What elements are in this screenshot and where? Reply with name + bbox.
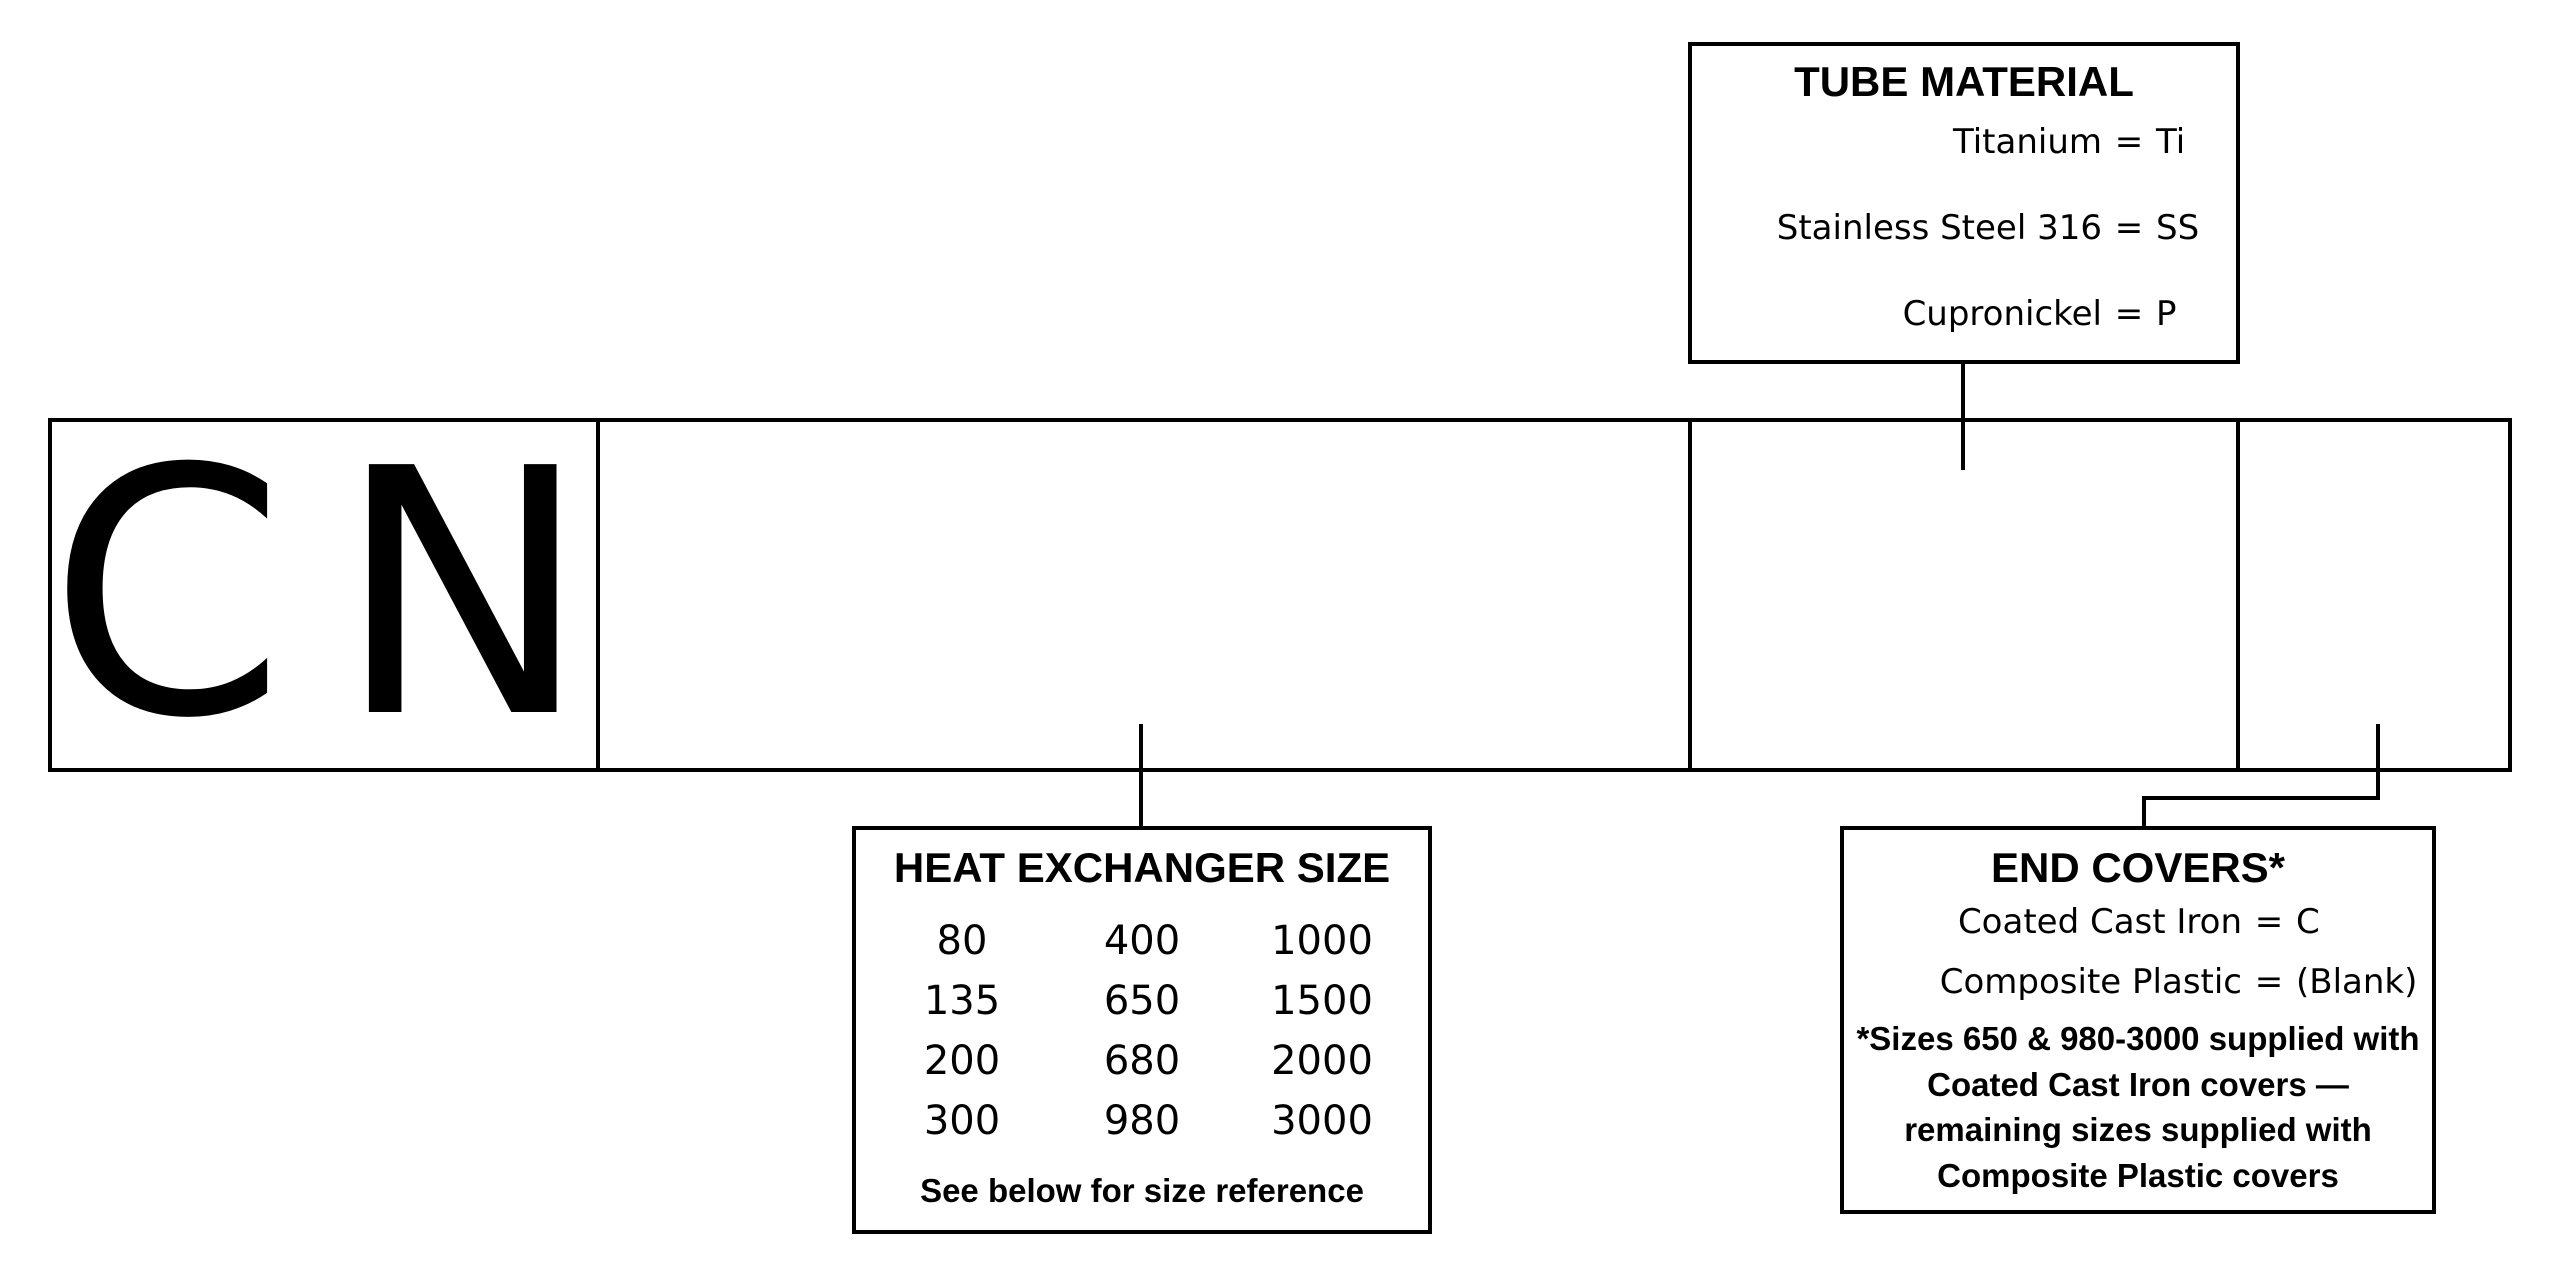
tube-material-option (1692, 294, 2236, 380)
note-line: remaining sizes supplied with (1904, 1111, 2372, 1149)
size-value: 200 (923, 1038, 1001, 1084)
option-code: Ti (2156, 122, 2186, 162)
option-name: Coated Cast Iron (1957, 902, 2242, 942)
tube-material-option (1692, 208, 2236, 294)
size-value: 2000 (1271, 1038, 1373, 1084)
option-equals: = (2114, 122, 2144, 162)
connector-end-covers-vertical-bottom (2142, 796, 2146, 828)
option-name: Stainless Steel 316 (1776, 208, 2102, 248)
tube-material-options (1692, 122, 2236, 380)
connector-heat-exchanger-size (1139, 724, 1143, 828)
size-value: 1500 (1271, 978, 1373, 1024)
heat-exchanger-size-box (852, 826, 1432, 1234)
option-code: C (2296, 902, 2320, 942)
size-value: 300 (923, 1098, 1001, 1144)
size-value: 80 (936, 918, 988, 964)
end-covers-option (1844, 902, 2432, 962)
code-segment-prefix (48, 397, 640, 793)
option-name: Composite Plastic (1939, 962, 2242, 1002)
option-equals: = (2114, 208, 2144, 248)
tube-material-box (1688, 42, 2240, 364)
note-line: *Sizes 650 & 980-3000 supplied with (1856, 1020, 2420, 1057)
size-value: 400 (1103, 918, 1181, 964)
end-covers-option (1844, 962, 2432, 1022)
size-value: 135 (923, 978, 1001, 1024)
option-code: P (2156, 294, 2177, 334)
size-value: 980 (1103, 1098, 1181, 1144)
size-value: 650 (1103, 978, 1181, 1024)
size-grid (872, 918, 1412, 1144)
code-segment-size (596, 418, 1692, 772)
size-value: 680 (1103, 1038, 1181, 1084)
option-code: SS (2156, 208, 2200, 248)
option-name: Cupronickel (1902, 294, 2102, 334)
size-value: 1000 (1271, 918, 1373, 964)
code-segment-end-covers (2236, 418, 2512, 772)
option-equals: = (2254, 962, 2284, 1002)
option-equals: = (2254, 902, 2284, 942)
end-covers-note (1844, 1016, 2432, 1198)
connector-end-covers-horizontal (2142, 796, 2380, 800)
size-value: 3000 (1271, 1098, 1373, 1144)
option-code: (Blank) (2296, 962, 2418, 1002)
code-segment-tube-material (1688, 418, 2240, 772)
connector-end-covers-vertical-top (2376, 724, 2380, 800)
heat-exchanger-size-title: HEAT EXCHANGER SIZE (893, 844, 1391, 891)
note-line: Coated Cast Iron covers — (1927, 1065, 2349, 1103)
code-prefix-text: CN (48, 397, 640, 793)
tube-material-option (1692, 122, 2236, 208)
tube-material-title: TUBE MATERIAL (1794, 58, 2134, 105)
note-line: Composite Plastic covers (1937, 1156, 2339, 1194)
end-covers-box (1840, 826, 2436, 1214)
end-covers-options (1844, 902, 2432, 1022)
end-covers-title: END COVERS* (1990, 844, 2286, 891)
option-equals: = (2114, 294, 2144, 334)
size-reference-note: See below for size reference (920, 1172, 1364, 1209)
option-name: Titanium (1953, 122, 2102, 162)
